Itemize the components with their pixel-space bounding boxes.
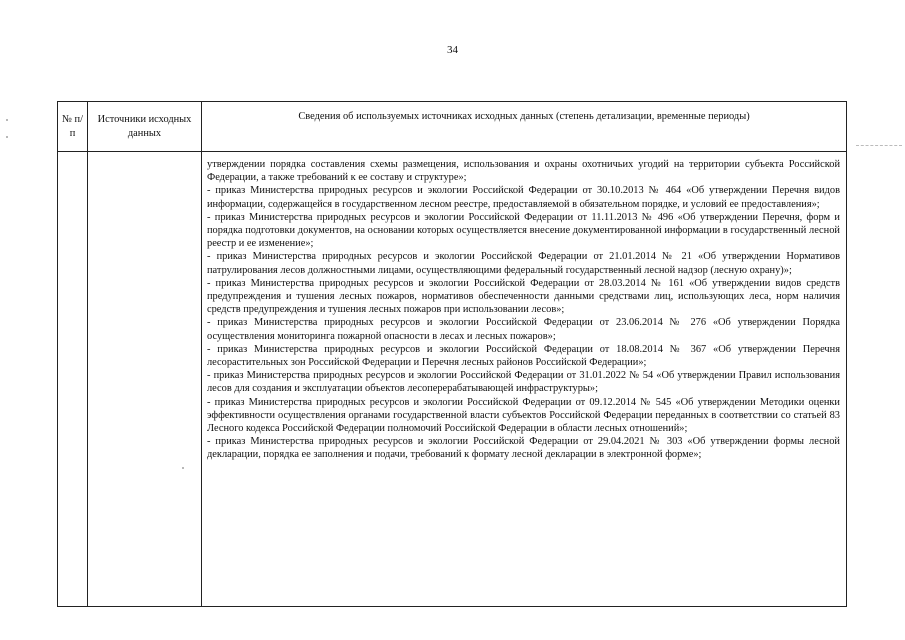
header-sources: Источники исходных данных	[88, 102, 202, 152]
scan-speck	[6, 119, 8, 121]
table-row	[58, 152, 847, 607]
cell-number	[58, 152, 88, 607]
list-item: утверждении порядка составления схемы размещения, использования и охраны охотничьих угодий на территории субъекта Российской Федерации, а также требований к ее составу и структуре»;	[207, 159, 840, 184]
list-item: - приказ Министерства природных ресурсов и экологии Российской Федерации от 31.01.2022 № 54 «Об утверждении Правил использования лесов для создания и эксплуатации объектов лесоперерабатывающей инфраструктуры»;	[207, 370, 840, 395]
cell-source	[88, 152, 202, 607]
page-number: 34	[447, 44, 458, 56]
list-item: - приказ Министерства природных ресурсов и экологии Российской Федерации от 18.08.2014 № 367 «Об утверждении Перечня лесорастительных зон Российской Федерации и Перечня лесных районов Российской Федерации»;	[207, 343, 840, 369]
table-header-row	[58, 102, 847, 152]
list-item: - приказ Министерства природных ресурсов и экологии Российской Федерации от 21.01.2014 № 21 «Об утверждении Нормативов патрулирования лесов должностными лицами, осуществляющими федеральный государственный лесной надзор (лесную охрану)»;	[207, 251, 840, 276]
scan-dash-artifact	[856, 145, 902, 146]
list-item: - приказ Министерства природных ресурсов и экологии Российской Федерации от 30.10.2013 № 464 «Об утверждении Перечня видов информации, содержащейся в государственном лесном реестре, предоставляемой в обязательном порядке, и условий ее предоставления»;	[207, 185, 840, 210]
list-item: - приказ Министерства природных ресурсов и экологии Российской Федерации от 09.12.2014 № 545 «Об утверждении Методики оценки эффективности осуществления органами государственной власти субъектов Российской Федерации переданных в соответствии со статьей 83 Лесного кодекса Российской Федерации полномочий Российской Федерации в области лесных отношений»;	[207, 396, 840, 435]
list-item: - приказ Министерства природных ресурсов и экологии Российской Федерации от 11.11.2013 № 496 «Об утверждении Перечня, форм и порядка подготовки документов, на основании которых осуществляется внесение документированной информации в государственный лесной реестр и ее изменение»;	[207, 211, 840, 250]
cell-details	[202, 152, 847, 607]
list-item: - приказ Министерства природных ресурсов и экологии Российской Федерации от 29.04.2021 № 303 «Об утверждении формы лесной декларации, порядка ее заполнения и подачи, требований к формату лесной декларации в электронной форме»;	[207, 436, 840, 461]
header-details: Сведения об используемых источниках исходных данных (степень детализации, временные периоды)	[202, 102, 847, 152]
source-data-table	[57, 101, 847, 607]
scan-speck	[6, 136, 8, 138]
list-item: - приказ Министерства природных ресурсов и экологии Российской Федерации от 23.06.2014 № 276 «Об утверждении Порядка осуществления мониторинга пожарной опасности в лесах и лесных пожаров»;	[207, 317, 840, 342]
scan-speck	[182, 467, 184, 469]
header-number: № п/п	[58, 102, 88, 152]
list-item: - приказ Министерства природных ресурсов и экологии Российской Федерации от 28.03.2014 № 161 «Об утверждении видов средств предупреждения и тушения лесных пожаров, нормативов обеспеченности данными средствами лиц, использующих леса, норм наличия средств предупреждения и тушения лесных пожаров при использовании лесов»;	[207, 277, 840, 316]
